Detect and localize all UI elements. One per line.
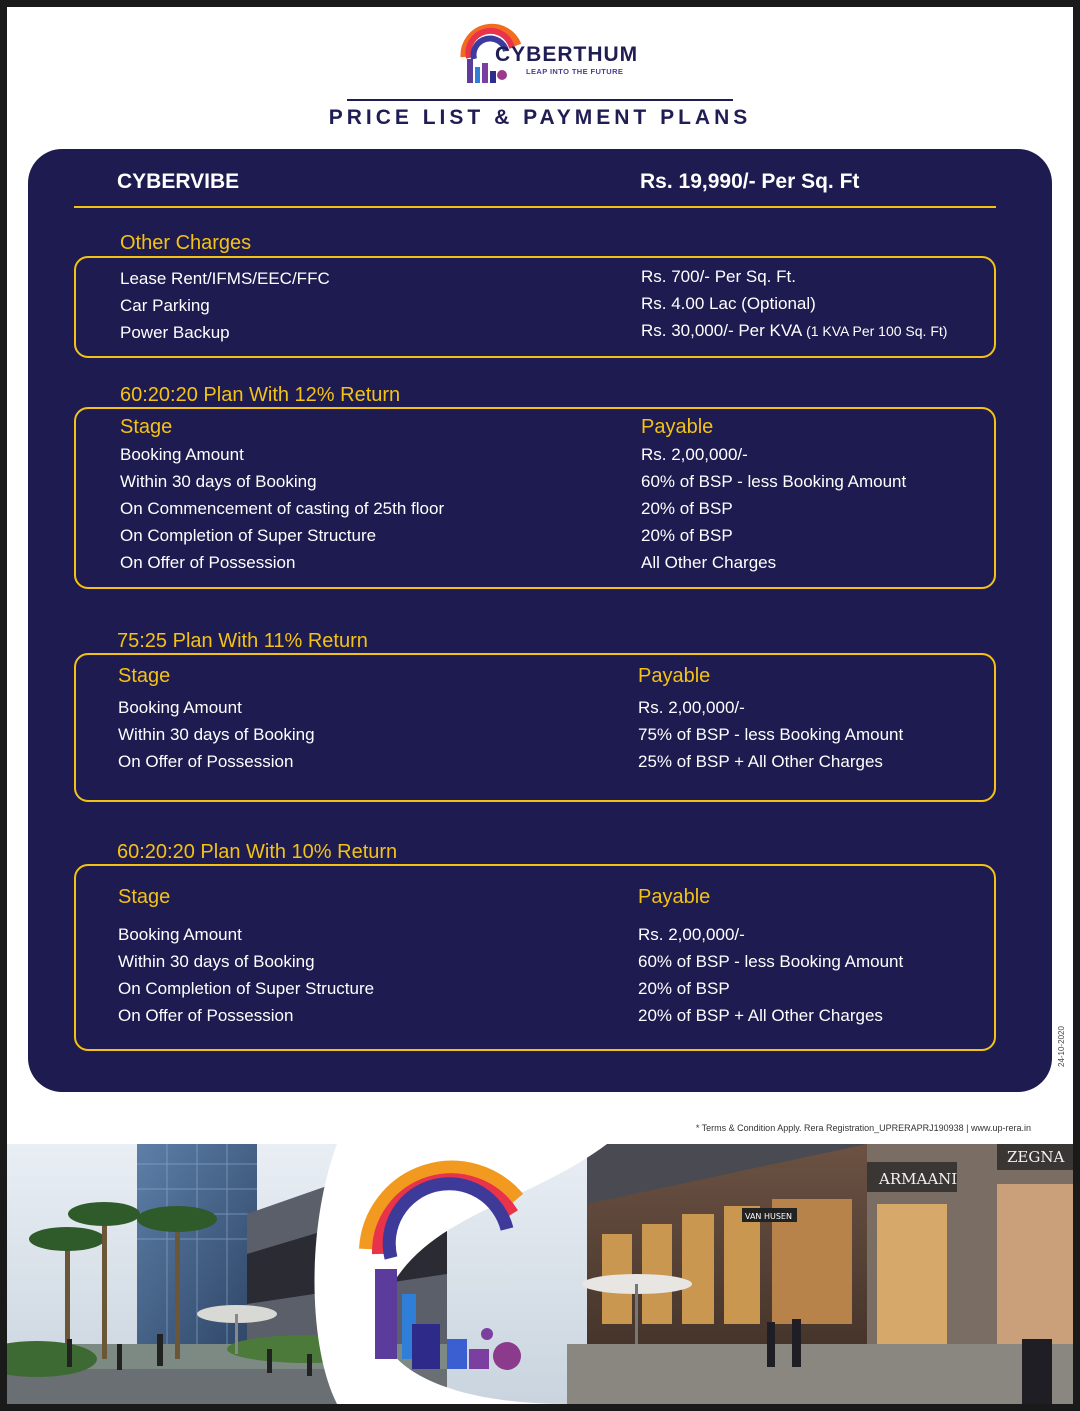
- plan-box: [74, 653, 996, 802]
- stage-cell: On Offer of Possession: [118, 752, 294, 771]
- plan-box: [74, 864, 996, 1051]
- stage-header: Stage: [120, 416, 173, 438]
- charge-label: Car Parking: [120, 296, 210, 315]
- header-divider: [74, 206, 996, 208]
- price-list-page: [7, 7, 1073, 1404]
- shop-sign-zegna: ZEGNA: [1007, 1148, 1065, 1166]
- plan-stage-column: [118, 884, 374, 1029]
- plan-title: 60:20:20 Plan With 10% Return: [117, 841, 398, 863]
- charge-note: (1 KVA Per 100 Sq. Ft): [806, 323, 948, 339]
- date-stamp: 24-10-2020: [1057, 1026, 1066, 1067]
- payable-cell: 60% of BSP - less Booking Amount: [638, 952, 904, 971]
- stage-cell: Within 30 days of Booking: [118, 725, 315, 744]
- product-price: Rs. 19,990/- Per Sq. Ft: [640, 170, 860, 193]
- plan-payable-column: [638, 884, 903, 1029]
- charge-value: Rs. 700/- Per Sq. Ft.: [641, 267, 796, 286]
- payable-header: Payable: [638, 665, 711, 687]
- payable-cell: Rs. 2,00,000/-: [638, 698, 745, 717]
- payable-cell: 20% of BSP: [641, 499, 733, 518]
- plan-title: 75:25 Plan With 11% Return: [117, 630, 368, 652]
- stage-cell: On Commencement of casting of 25th floor: [120, 499, 445, 518]
- payable-cell: Rs. 2,00,000/-: [638, 925, 745, 944]
- charge-value-with-note: [641, 317, 947, 344]
- stage-header: Stage: [118, 665, 171, 687]
- charge-value: Rs. 30,000/- Per KVA: [641, 321, 802, 340]
- stage-cell: Booking Amount: [120, 445, 244, 464]
- plan-stage-column: [120, 414, 444, 576]
- stage-cell: Within 30 days of Booking: [120, 472, 317, 491]
- stage-cell: Booking Amount: [118, 698, 242, 717]
- other-charges-title: Other Charges: [120, 232, 252, 254]
- page-title: PRICE LIST & PAYMENT PLANS: [328, 106, 752, 129]
- stage-cell: On Completion of Super Structure: [118, 979, 375, 998]
- plan-title: 60:20:20 Plan With 12% Return: [120, 384, 401, 406]
- plan-payable-column: [638, 663, 903, 775]
- stage-cell: Within 30 days of Booking: [118, 952, 315, 971]
- stage-cell: On Offer of Possession: [118, 1006, 294, 1025]
- stage-cell: On Completion of Super Structure: [120, 526, 377, 545]
- plan-payable-column: [641, 414, 906, 576]
- title-divider: [347, 99, 733, 101]
- payable-cell: All Other Charges: [641, 553, 777, 572]
- plan-box: [74, 407, 996, 589]
- price-panel: [28, 149, 1052, 1092]
- plan-stage-column: [118, 663, 315, 775]
- retail-street-illustration: [7, 1144, 1073, 1404]
- payable-cell: 25% of BSP + All Other Charges: [638, 752, 883, 771]
- other-charges-values: [641, 263, 947, 344]
- payable-cell: 20% of BSP: [638, 979, 730, 998]
- payable-header: Payable: [638, 886, 711, 908]
- payable-cell: 75% of BSP - less Booking Amount: [638, 725, 904, 744]
- stage-cell: On Offer of Possession: [120, 553, 296, 572]
- stage-header: Stage: [118, 886, 171, 908]
- terms-footnote: * Terms & Condition Apply. Rera Registration_UPRERAPRJ190938 | www.up-rera.in: [695, 1123, 1031, 1133]
- shop-sign-van-husen: VAN HUSEN: [745, 1212, 792, 1221]
- other-charges-labels: [120, 265, 330, 346]
- payable-cell: 20% of BSP: [641, 526, 733, 545]
- building-render-image: [7, 1144, 1073, 1404]
- product-name: CYBERVIBE: [117, 170, 240, 193]
- brand-name: CYBERTHUM: [495, 43, 639, 66]
- payable-cell: 20% of BSP + All Other Charges: [638, 1006, 883, 1025]
- charge-value: Rs. 4.00 Lac (Optional): [641, 294, 816, 313]
- payable-cell: Rs. 2,00,000/-: [641, 445, 748, 464]
- brand-tagline: LEAP INTO THE FUTURE: [526, 67, 624, 76]
- shop-sign-armaani: ARMAANI: [879, 1170, 958, 1188]
- stage-cell: Booking Amount: [118, 925, 242, 944]
- payable-header: Payable: [641, 416, 714, 438]
- charge-label: Power Backup: [120, 323, 230, 342]
- other-charges-box: [74, 256, 996, 358]
- payable-cell: 60% of BSP - less Booking Amount: [641, 472, 907, 491]
- charge-label: Lease Rent/IFMS/EEC/FFC: [120, 269, 330, 288]
